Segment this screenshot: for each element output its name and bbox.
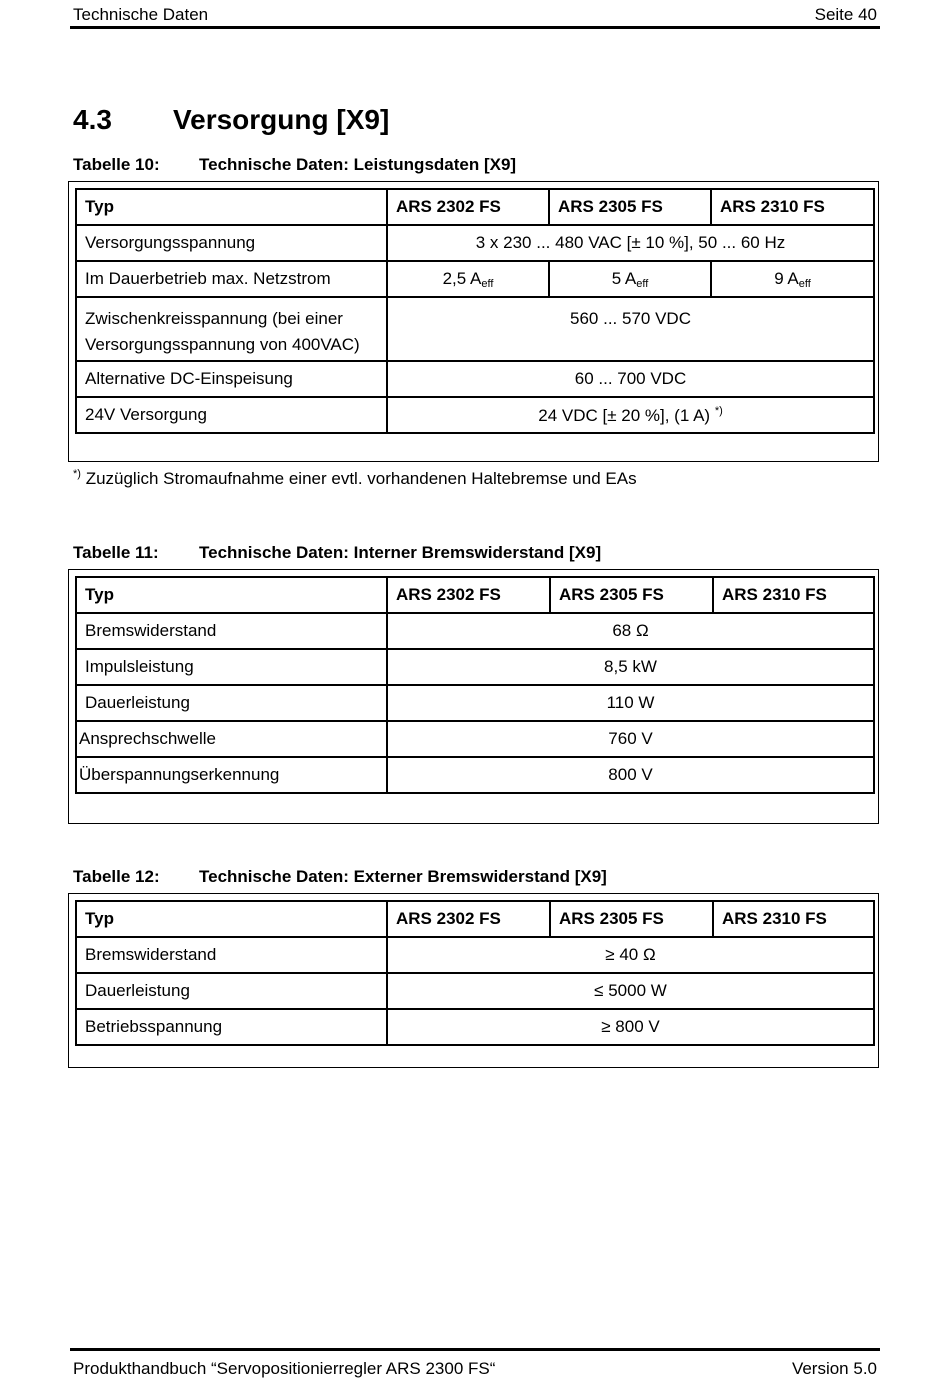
header-rule — [70, 26, 880, 29]
row-label-line: Zwischenkreisspannung (bei einer — [85, 309, 343, 328]
header-cell: ARS 2305 FS — [550, 901, 713, 937]
table10-label: Tabelle 10: — [73, 155, 160, 174]
value-subscript: eff — [636, 277, 649, 290]
row-value — [711, 261, 874, 297]
table12-title: Technische Daten: Externer Bremswiderstand [X9] — [199, 867, 607, 886]
row-value: 60 ... 700 VDC — [387, 361, 874, 397]
row-label — [76, 297, 387, 361]
table-row — [76, 613, 874, 649]
row-value: 110 W — [387, 685, 874, 721]
page-number: Seite 40 — [814, 5, 877, 24]
footer-rule — [70, 1348, 880, 1351]
table-row — [76, 261, 874, 297]
header-cell: Typ — [76, 901, 387, 937]
header-cell: ARS 2302 FS — [387, 577, 550, 613]
table-row — [76, 397, 874, 433]
table-header-row — [76, 901, 874, 937]
row-label: Alternative DC-Einspeisung — [76, 361, 387, 397]
table-row — [76, 973, 874, 1009]
row-label: Impulsleistung — [76, 649, 387, 685]
section-number: 4.3 — [73, 104, 112, 135]
header-cell: ARS 2310 FS — [713, 577, 874, 613]
header-cell: Typ — [76, 577, 387, 613]
header-cell: ARS 2302 FS — [387, 901, 550, 937]
row-label: Dauerleistung — [76, 685, 387, 721]
footer-title: Produkthandbuch “Servopositionierregler ARS 2300 FS“ — [73, 1359, 496, 1378]
row-value: 800 V — [387, 757, 874, 793]
table11-title: Technische Daten: Interner Bremswiderstand [X9] — [199, 543, 602, 562]
footer-version: Version 5.0 — [791, 1359, 877, 1378]
row-label: Überspannungserkennung — [76, 757, 387, 793]
row-value: ≥ 800 V — [387, 1009, 874, 1045]
row-label: 24V Versorgung — [76, 397, 387, 433]
header-cell: ARS 2302 FS — [387, 189, 549, 225]
table-row — [76, 1009, 874, 1045]
value-text: 24 VDC [± 20 %], (1 A) — [538, 405, 711, 425]
row-value — [387, 397, 874, 433]
row-label: Ansprechschwelle — [76, 721, 387, 757]
table10 — [75, 188, 875, 434]
table-header-row — [76, 189, 874, 225]
row-value: 8,5 kW — [387, 649, 874, 685]
header-cell: ARS 2305 FS — [549, 189, 711, 225]
section-title: Versorgung [X9] — [173, 104, 390, 135]
footnote-marker: *) — [714, 404, 723, 417]
table-row — [76, 685, 874, 721]
row-value: 68 Ω — [387, 613, 874, 649]
table-header-row — [76, 577, 874, 613]
row-label: Betriebsspannung — [76, 1009, 387, 1045]
row-label-line: Versorgungsspannung von 400VAC) — [85, 335, 360, 354]
row-value: 560 ... 570 VDC — [387, 297, 874, 361]
table10-footnote — [73, 468, 637, 489]
table10-title: Technische Daten: Leistungsdaten [X9] — [199, 155, 517, 174]
table-row — [76, 297, 874, 361]
row-label: Bremswiderstand — [76, 937, 387, 973]
row-value — [549, 261, 711, 297]
row-label: Dauerleistung — [76, 973, 387, 1009]
value-text: 5 A — [611, 268, 637, 288]
row-label: Versorgungsspannung — [76, 225, 387, 261]
table-row — [76, 937, 874, 973]
value-text: 2,5 A — [442, 268, 482, 288]
table-row — [76, 361, 874, 397]
table-row — [76, 721, 874, 757]
row-label: Im Dauerbetrieb max. Netzstrom — [76, 261, 387, 297]
row-value: 760 V — [387, 721, 874, 757]
value-subscript: eff — [798, 277, 811, 290]
table12 — [75, 900, 875, 1046]
table-row — [76, 225, 874, 261]
header-cell: Typ — [76, 189, 387, 225]
row-value: 3 x 230 ... 480 VAC [± 10 %], 50 ... 60 Hz — [387, 225, 874, 261]
header-cell: ARS 2310 FS — [711, 189, 874, 225]
footnote-text: Zuzüglich Stromaufnahme einer evtl. vorhandenen Haltebremse und EAs — [85, 469, 637, 488]
header-cell: ARS 2305 FS — [550, 577, 713, 613]
header-cell: ARS 2310 FS — [713, 901, 874, 937]
header-title: Technische Daten — [73, 5, 209, 24]
footnote-marker: *) — [73, 468, 81, 480]
row-value — [387, 261, 549, 297]
value-text: 9 A — [774, 268, 799, 288]
row-label: Bremswiderstand — [76, 613, 387, 649]
value-subscript: eff — [481, 277, 494, 290]
row-value: ≥ 40 Ω — [387, 937, 874, 973]
row-value: ≤ 5000 W — [387, 973, 874, 1009]
table-row — [76, 757, 874, 793]
table11-label: Tabelle 11: — [73, 543, 159, 562]
table12-label: Tabelle 12: — [73, 867, 160, 886]
table-row — [76, 649, 874, 685]
table11 — [75, 576, 875, 794]
